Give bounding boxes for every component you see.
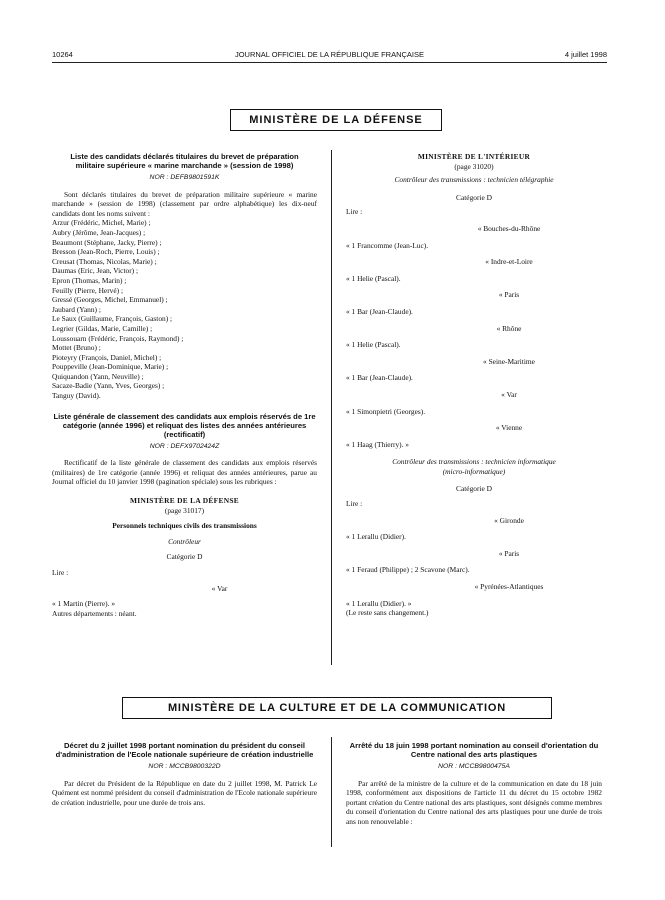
candidate-name: Jaubard (Yann) ; xyxy=(52,304,101,314)
candidate-name: Feuilly (Pierre, Hervé) ; xyxy=(52,285,124,295)
list-entry: « 1 Bar (Jean-Claude). xyxy=(346,306,413,316)
department-label: « Pyrénées-Atlantiques xyxy=(474,582,544,592)
candidate-name: Le Saux (Guillaume, François, Gaston) ; xyxy=(52,314,173,324)
left-column-top xyxy=(52,152,317,618)
list-entry: « 1 Francomme (Jean-Luc). xyxy=(346,240,429,250)
candidate-list xyxy=(52,218,317,400)
department-label: « Gironde xyxy=(494,515,524,525)
arrete-body: Par arrêté de la ministre de la culture et de la communication en date du 18 juin 1998, conformément aux dispositions de l'article 11 du décret du 15 octobre 1982 portant création du Centre national des arts plastiques, sont désignés comme membres du conseil d'orientation du Centre national des arts plastiques pour une durée de trois ans non renouvelable : xyxy=(346,778,602,826)
list-entry: « 1 Helie (Pascal). xyxy=(346,273,401,283)
candidate-name: Aubry (Jérôme, Jean-Jacques) ; xyxy=(52,227,146,237)
candidate-name: Quiquandon (Yann, Neuville) ; xyxy=(52,371,144,381)
nor-reference: NOR : DEFB9801591K xyxy=(149,174,220,181)
department-label: « Var xyxy=(211,583,228,593)
assignment-list-1 xyxy=(346,224,602,449)
section-title-culture: MINISTÈRE DE LA CULTURE ET DE LA COMMUNICATION xyxy=(122,697,552,719)
nor-reference-4: NOR : MCCB9800475A xyxy=(438,763,510,770)
candidate-name: Loussouarn (Frédéric, François, Raymond) ; xyxy=(52,333,184,343)
right-column-top xyxy=(346,152,602,618)
category-label-1: Catégorie D xyxy=(456,192,492,202)
department-label: « Vienne xyxy=(495,423,523,433)
issue-date: 4 juillet 1998 xyxy=(564,50,607,59)
arrete-heading: Arrêté du 18 juin 1998 portant nomination au conseil d'orientation du Centre national des arts plastiques xyxy=(349,741,599,759)
rectificatif-intro: Rectificatif de la liste générale de classement des candidats aux emplois réservés (militaires) de 1re catégorie (année 1996) et reliquat des années antérieures, parue au Journal officiel du 10 janvier 1998 (pagination spéciale) sous les rubriques : xyxy=(52,458,317,487)
department-label: « Paris xyxy=(498,548,520,558)
candidate-name: Tanguy (David). xyxy=(52,391,101,401)
page-number: 10264 xyxy=(52,50,73,59)
decree-heading: Décret du 2 juillet 1998 portant nomination du président du conseil d'administration de l'Ecole nationale supérieure de création industrielle xyxy=(55,741,314,759)
candidate-name: Daumas (Eric, Jean, Victor) ; xyxy=(52,266,139,276)
candidate-name: Mottet (Bruno) ; xyxy=(52,343,101,353)
lire-label-2: Lire : xyxy=(346,499,363,509)
list-entry: « 1 Helie (Pascal). xyxy=(346,340,401,350)
nor-reference-3: NOR : MCCB9800322D xyxy=(148,763,221,770)
ministry-name-interieur: MINISTÈRE DE L'INTÉRIEUR xyxy=(417,152,531,161)
decree-body: Par décret du Président de la République en date du 2 juillet 1998, M. Patrick Le Quément est nommé président du conseil d'administration de l'Ecole nationale supérieure de création industrielle, pour une durée de trois ans. xyxy=(52,778,317,807)
category-label-2: Catégorie D xyxy=(456,484,492,494)
header-rule xyxy=(52,62,607,63)
grade-subtitle-2: Contrôleur des transmissions : technicien informatique (micro-informatique) xyxy=(392,457,556,476)
list-entry: « 1 Lerallu (Didier). » xyxy=(346,598,412,608)
journal-title: JOURNAL OFFICIEL DE LA RÉPUBLIQUE FRANÇAISE xyxy=(234,50,425,59)
nor-reference-2: NOR : DEFX9702424Z xyxy=(149,442,220,450)
list-entry: « 1 Haag (Thierry). » xyxy=(346,439,410,449)
page-ref-right: (page 31020) xyxy=(454,161,494,171)
list-entry: « 1 Feraud (Philippe) ; 2 Scavone (Marc). xyxy=(346,565,470,575)
candidate-name: Bresson (Jean-Roch, Pierre, Louis) ; xyxy=(52,247,160,257)
page-header xyxy=(52,50,607,62)
grade-subtitle-1: Contrôleur des transmissions : technicien télégraphie xyxy=(394,175,554,185)
right-column-bottom xyxy=(346,741,602,827)
department-label: « Bouches-du-Rhône xyxy=(477,223,541,233)
candidate-name: Creusat (Thomas, Nicolas, Marie) ; xyxy=(52,256,157,266)
other-departments: Autres départements : néant. xyxy=(52,608,137,618)
remainder-note: (Le reste sans changement.) xyxy=(346,608,429,618)
department-label: « Indre-et-Loire xyxy=(485,257,533,267)
page-ref: (page 31017) xyxy=(164,505,205,515)
list-entry: « 1 Simonpietri (Georges). xyxy=(346,406,426,416)
department-label: « Var xyxy=(501,389,517,399)
ministry-name: MINISTÈRE DE LA DÉFENSE xyxy=(130,496,239,506)
notice-heading: Liste des candidats déclarés titulaires du brevet de préparation militaire supérieure « marine marchande » (session de 1998) xyxy=(70,152,299,170)
left-column-bottom xyxy=(52,741,317,807)
lire-label-1: Lire : xyxy=(346,207,363,217)
category-label: Catégorie D xyxy=(166,552,203,562)
candidate-name: Beaumont (Stéphane, Jacky, Pierre) ; xyxy=(52,237,162,247)
candidate-name: Sacaze-Badie (Yann, Yves, Georges) ; xyxy=(52,381,165,391)
department-label: « Rhône xyxy=(496,323,522,333)
candidate-name: Pioteyry (François, Daniel, Michel) ; xyxy=(52,352,162,362)
column-divider xyxy=(331,150,332,665)
department-label: « Seine-Maritime xyxy=(483,356,535,366)
column-divider-2 xyxy=(331,737,332,847)
section-title-defense: MINISTÈRE DE LA DÉFENSE xyxy=(230,109,442,131)
personnel-heading: Personnels techniques civils des transmissions xyxy=(112,521,257,531)
list-entry: « 1 Lerallu (Didier). xyxy=(346,532,406,542)
assignment-list-2 xyxy=(346,516,602,609)
candidate-name: Pouppeville (Jean-Dominique, Marie) ; xyxy=(52,362,169,372)
notice-intro: Sont déclarés titulaires du brevet de préparation militaire supérieure « marine marchande » (session de 1998) (classement par ordre alphabétique) les dix-neuf candidats dont les noms suivent : xyxy=(52,189,317,218)
candidate-name: Epron (Thomas, Marin) ; xyxy=(52,275,127,285)
department-label: « Paris xyxy=(498,290,520,300)
candidate-name: Arzur (Frédéric, Michel, Marie) ; xyxy=(52,218,151,228)
list-entry: « 1 Martin (Pierre). » xyxy=(52,599,116,609)
lire-label: Lire : xyxy=(52,568,69,577)
notice-heading-2: Liste générale de classement des candidats aux emplois réservés de 1re catégorie (année 1996) et reliquat des listes des années antérieures (rectificatif) xyxy=(53,411,316,439)
list-entry: « 1 Bar (Jean-Claude). xyxy=(346,373,413,383)
candidate-name: Legrier (Gildas, Marie, Camille) ; xyxy=(52,323,153,333)
grade-label: Contrôleur xyxy=(168,536,201,546)
candidate-name: Gressé (Georges, Michel, Emmanuel) ; xyxy=(52,295,168,305)
